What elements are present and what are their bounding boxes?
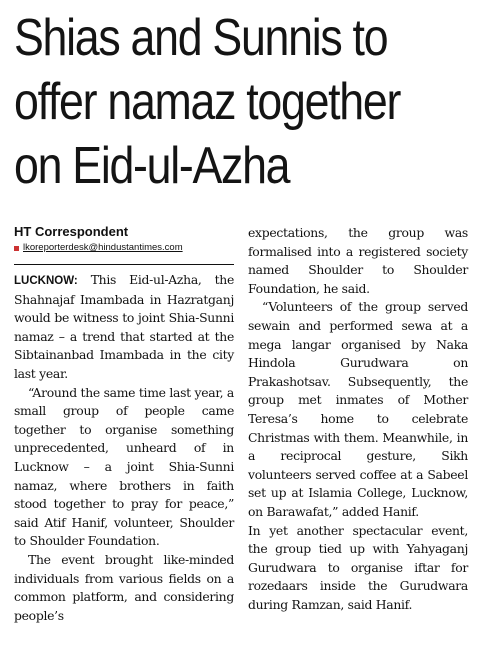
headline-line-3: on Eid-ul-Azha	[14, 137, 290, 195]
article-paragraph-3: The event brought like-minded individuals from various fields on a common platform, and considering people’s	[14, 551, 234, 623]
paragraph-1-text: This Eid-ul-Azha, the Shahnajaf Imambada in Hazratganj would be witness to joint Shia-Sunni namaz – a trend that started at the Sibtainanbad Imambada in the city last year.	[14, 272, 234, 381]
article-paragraph-3-continued: expectations, the group was formalised into a registered society named Shoulder to Shoulder Foundation, he said.	[248, 225, 468, 296]
byline-divider	[14, 264, 234, 265]
article-paragraph-2: “Around the same time last year, a small group of people came together to organise something unprecedented, unheard of in Lucknow – a joint Shia-Sunni namaz, where brothers in faith stood together to pray for peace,” said Atif Hanif, volunteer, Shoulder to Shoulder Foundation.	[14, 384, 234, 549]
article-paragraph-1	[14, 271, 234, 384]
column-right	[248, 224, 468, 625]
bullet-icon	[14, 246, 19, 251]
byline-author: HT Correspondent	[14, 224, 129, 239]
column-left	[14, 224, 234, 625]
dateline: LUCKNOW:	[14, 275, 78, 287]
headline	[14, 6, 404, 198]
article-paragraph-5: In yet another spectacular event, the group tied up with Yahyaganj Gurudwara to organise iftar for rozedaars inside the Gurudwara during Ramzan, said Hanif.	[248, 522, 468, 612]
byline-email-link[interactable]: lkoreporterdesk@hindustantimes.com	[23, 242, 183, 253]
byline-email-row	[14, 242, 234, 254]
article-paragraph-4: “Volunteers of the group served sewain and performed sewa at a mega langar organised by Naka Hindola Gurudwara on Prakashotsav. Subsequently, the group met inmates of Mother Teresa’s home to celebrate Christmas with them. Meanwhile, in a reciprocal gesture, Sikh volunteers served coffee at a Sabeel set up at Islamia College, Lucknow, on Barawafat,” added Hanif.	[248, 299, 468, 519]
headline-line-1: Shias and Sunnis to	[14, 9, 388, 67]
headline-line-2: offer namaz together	[14, 73, 401, 131]
article-columns	[14, 224, 468, 625]
